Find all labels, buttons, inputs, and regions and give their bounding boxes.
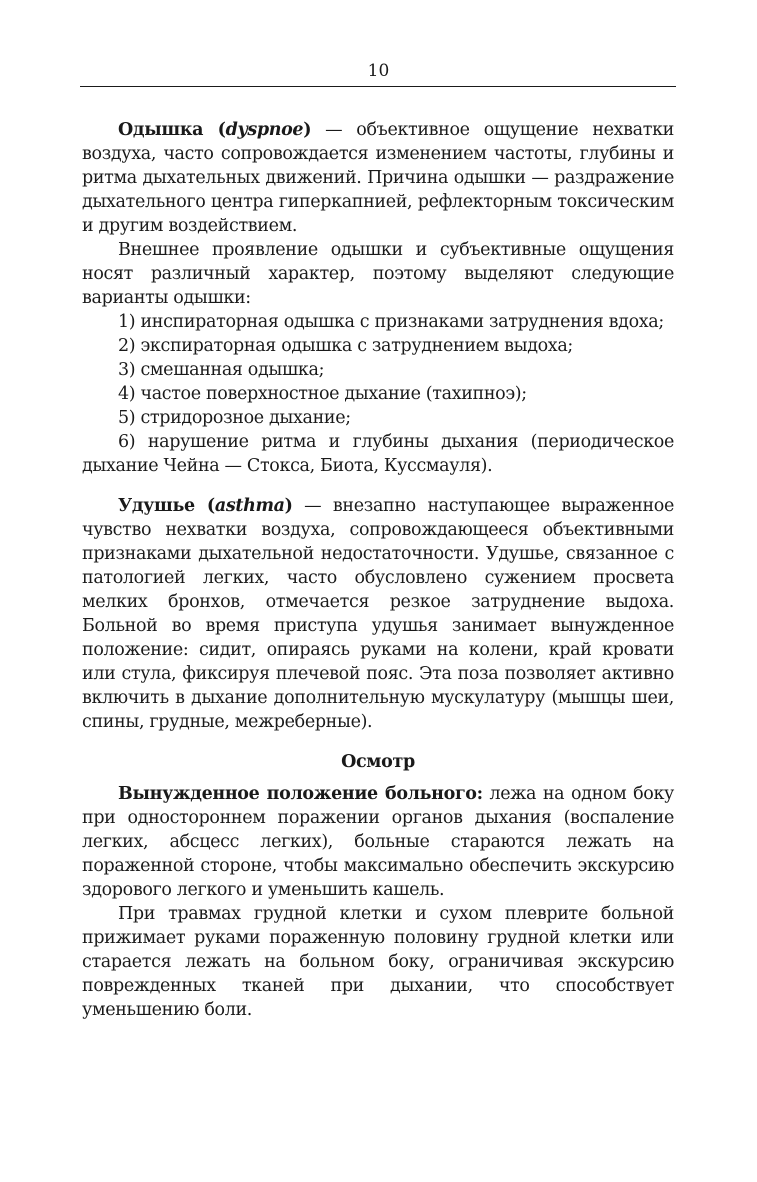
list-item: 5) стридорозное дыхание;: [118, 408, 351, 428]
dyspnea-term: Одышка (dyspnoe): [118, 120, 312, 140]
dyspnea-latin-term: dyspnoe: [225, 120, 304, 140]
list-item: 3) смешанная одышка;: [118, 360, 325, 380]
dyspnea-definition: — объективное ощущение нехватки воздуха, часто сопровождается изменением частоты, глубины и ритма дыхательных движений. Причина одышки — раздражение дыхательного центра гиперкапнией, рефлекторным токсическим и другим воздействием.: [82, 120, 674, 236]
dyspnea-variants-list: [82, 310, 674, 478]
section-spacer: [82, 478, 674, 494]
list-item: 1) инспираторная одышка с признаками затруднения вдоха;: [118, 312, 664, 332]
asthma-paragraph: [82, 494, 674, 734]
list-item: 2) экспираторная одышка с затруднением выдоха;: [118, 336, 573, 356]
page-body: [82, 118, 674, 1022]
asthma-term: Удушье (asthma): [118, 496, 293, 516]
asthma-definition: — внезапно наступающее выраженное чувство нехватки воздуха, сопровождающееся объективными признаками дыхательной недостаточности. Удушье, связанное с патологией легких, часто обусловлено сужением просвета мелких бронхов, отмечается резкое затруднение выдоха. Больной во время приступа удушья занимает вынужденное положение: сидит, опираясь руками на колени, край кровати или стула, фиксируя плечевой пояс. Эта поза позволяет активно включить в дыхание дополнительную мускулатуру (мышцы шеи, спины, грудные, межреберные).: [82, 496, 674, 732]
dyspnea-paragraph: [82, 118, 674, 238]
examination-heading: Осмотр: [341, 752, 415, 772]
dyspnea-intro-paragraph: Внешнее проявление одышки и субъективные ощущения носят различный характер, поэтому выделяют следующие варианты одышки:: [82, 240, 674, 308]
list-item: 6) нарушение ритма и глубины дыхания (периодическое дыхание Чейна — Стокса, Биота, Куссмауля).: [82, 432, 674, 476]
chest-trauma-paragraph: При травмах грудной клетки и сухом плеврите больной прижимает руками пораженную половину грудной клетки или старается лежать на больном боку, ограничивая экскурсию поврежденных тканей при дыхании, что способствует уменьшению боли.: [82, 904, 674, 1020]
page-number: 10: [367, 61, 390, 81]
forced-position-term: Вынужденное положение больного:: [118, 784, 483, 804]
header-divider: [80, 86, 676, 87]
asthma-latin-term: asthma: [214, 496, 285, 516]
forced-position-text: лежа на одном боку при одностороннем поражении органов дыхания (воспаление легких, абсцесс легких), больные стараются лежать на пораженной стороне, чтобы максимально обеспечить экскурсию здорового легкого и уменьшить кашель.: [82, 784, 674, 900]
forced-position-paragraph: [82, 782, 674, 902]
list-item: 4) частое поверхностное дыхание (тахипноэ);: [118, 384, 527, 404]
